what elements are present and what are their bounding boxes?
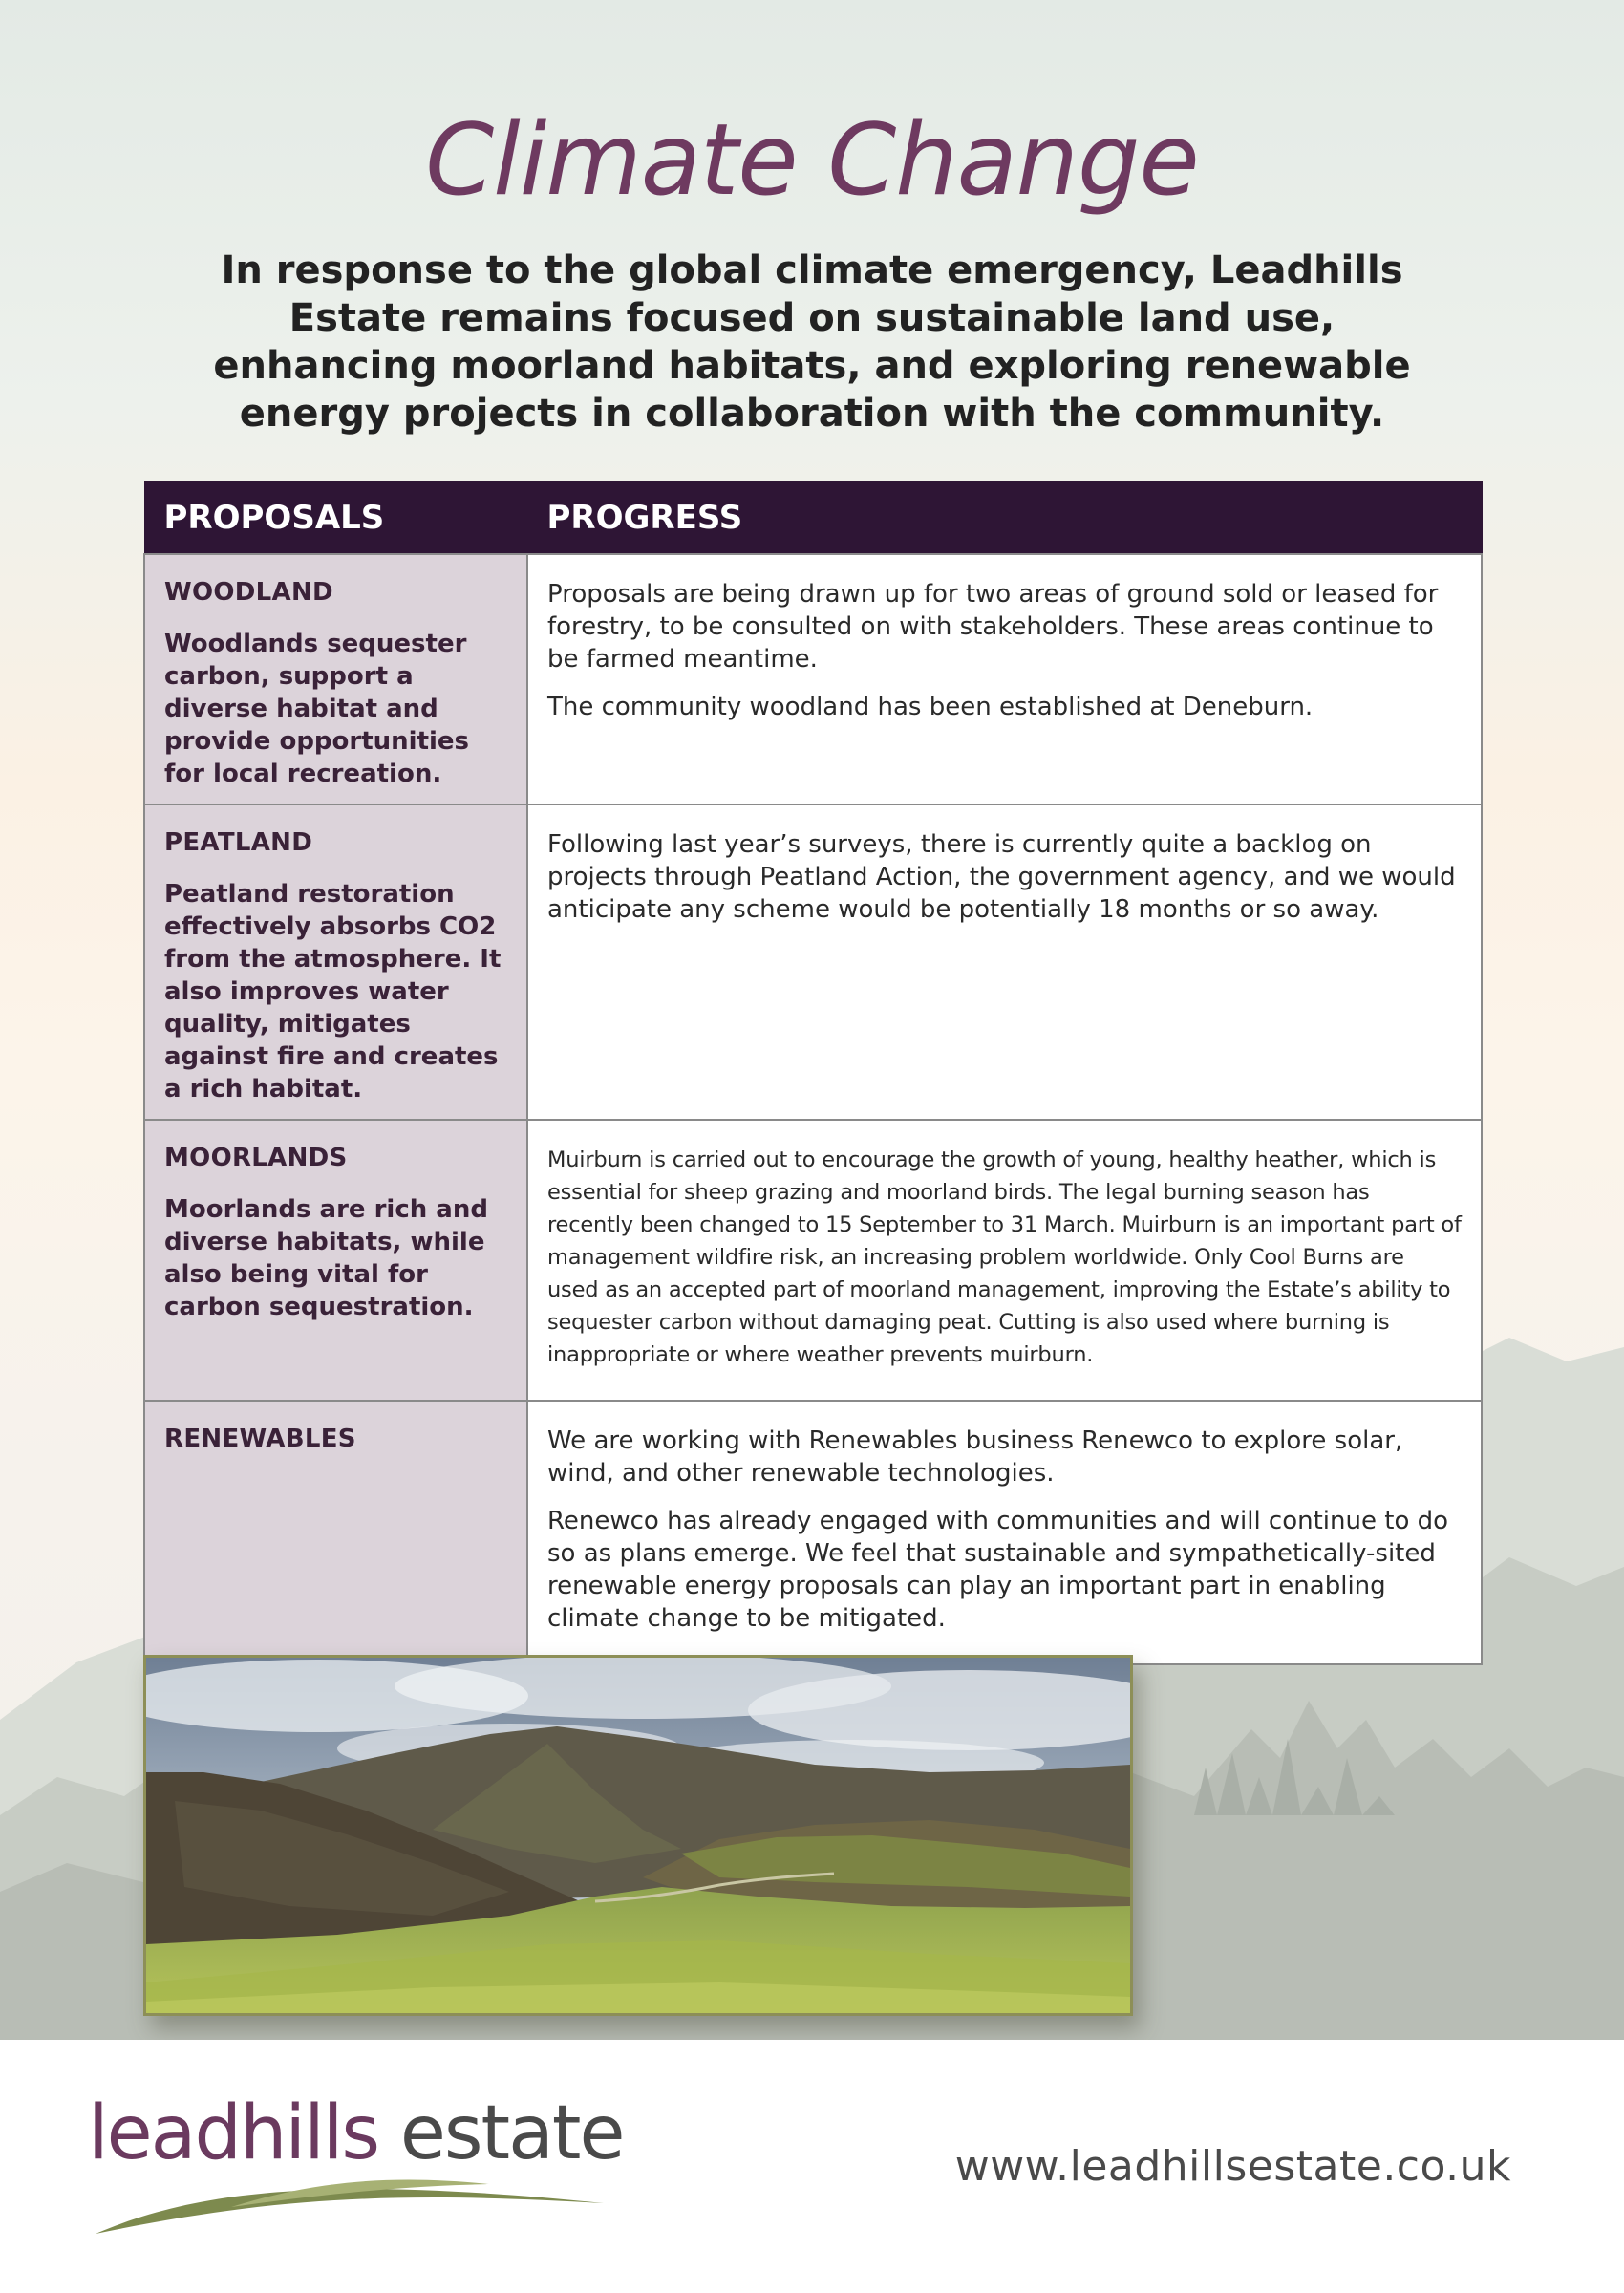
progress-column-header: PROGRESS [527,482,1482,555]
logo-swoosh-icon [88,2167,623,2243]
proposal-description: Peatland restoration effectively absorbs CO2 from the atmosphere. It also improves water quality, mitigates against fire and creates a rich habitat. [164,880,502,1104]
proposal-cell [144,1120,527,1401]
progress-paragraph: Following last year’s surveys, there is currently quite a backlog on projects through Peatland Action, the government agency, and we would anticipate any scheme would be potentially 18 months or so away. [547,830,1456,924]
leadhills-estate-logo [88,2090,623,2243]
progress-paragraph: The community woodland has been established at Deneburn. [547,693,1314,721]
intro-paragraph: In response to the global climate emergency, Leadhills Estate remains focused on sustainable land use, enhancing moorland habitats, and exploring renewable energy projects in collaboration with the community. [213,248,1411,436]
progress-paragraph: Proposals are being drawn up for two areas of ground sold or leased for forestry, to be consulted on with stakeholders. These areas continue to be farmed meantime. [547,580,1439,674]
proposal-cell [144,554,527,804]
table-row-peatland [144,804,1482,1120]
proposal-cell [144,804,527,1120]
proposal-heading: PEATLAND [164,828,313,857]
proposal-cell [144,1401,527,1664]
progress-cell [527,1401,1482,1664]
progress-cell [527,1120,1482,1401]
progress-paragraph: We are working with Renewables business Renewco to explore solar, wind, and other renewable technologies. [547,1426,1403,1488]
table-row-renewables [144,1401,1482,1664]
website-url[interactable]: www.leadhillsestate.co.uk [954,2142,1511,2191]
progress-paragraph: Renewco has already engaged with communities and will continue to do so as plans emerge. We feel that sustainable and sympathetically-sited renewable energy proposals can play an important part in enabling climate change to be mitigated. [547,1507,1449,1633]
proposal-description: Woodlands sequester carbon, support a diverse habitat and provide opportunities for local recreation. [164,630,470,788]
logo-word-estate: estate [399,2090,624,2176]
proposals-column-header: PROPOSALS [144,482,527,555]
progress-cell [527,554,1482,804]
table-row-woodland [144,554,1482,804]
progress-cell [527,804,1482,1120]
moorland-landscape-photo [143,1655,1133,2016]
proposal-heading: WOODLAND [164,578,333,607]
logo-word-leadhills: leadhills [88,2090,379,2176]
proposals-progress-table [143,481,1481,1665]
table-header-row [144,482,1482,555]
logo-wordmark [88,2090,623,2176]
proposal-heading: RENEWABLES [164,1425,356,1453]
table-row-moorlands [144,1120,1482,1401]
page-title: Climate Change [425,103,1199,218]
proposal-description: Moorlands are rich and diverse habitats, while also being vital for carbon sequestration. [164,1195,488,1321]
progress-paragraph: Muirburn is carried out to encourage the growth of young, healthy heather, which is essential for sheep grazing and moorland birds. The legal burning season has recently been changed to 15 September to 31 March. Muirburn is an important part of management wildfire risk, an increasing problem worldwide. Only Cool Burns are used as an accepted part of moorland management, improving the Estate’s ability to sequester carbon without damaging peat. Cutting is also used where burning is inappropriate or where weather prevents muirburn. [547,1147,1462,1367]
proposal-heading: MOORLANDS [164,1144,348,1172]
